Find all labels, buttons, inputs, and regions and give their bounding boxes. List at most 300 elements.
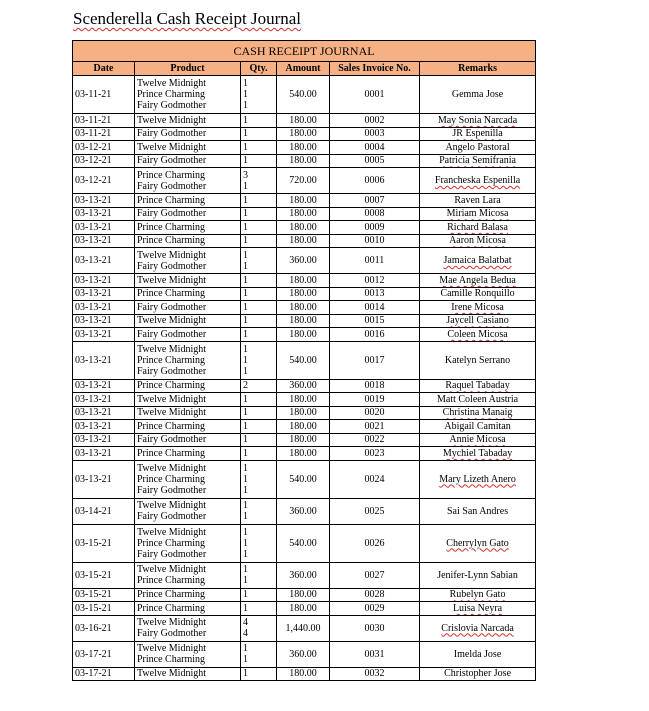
qty-cell: [241, 498, 277, 524]
product-cell: [135, 114, 241, 128]
product-line: Twelve Midnight: [137, 668, 207, 680]
table-row: [73, 420, 536, 434]
product-line: Fairy Godmother: [137, 484, 207, 496]
qty-cell: [241, 314, 277, 328]
product-line: Prince Charming: [137, 380, 206, 392]
amount-cell: 180.00: [277, 602, 330, 616]
invoice-cell: 0026: [330, 524, 420, 562]
remarks-cell: [420, 194, 536, 208]
product-line: Twelve Midnight: [137, 393, 207, 405]
remarks-cell: [420, 379, 536, 393]
qty-line: 1: [243, 462, 248, 474]
remarks-cell: [420, 127, 536, 141]
invoice-cell: 0014: [330, 301, 420, 315]
product-line: Twelve Midnight: [137, 249, 207, 261]
table-row: [73, 433, 536, 447]
product-cell: [135, 154, 241, 168]
qty-line: 4: [243, 617, 248, 628]
remarks-text: Miriam Micosa: [446, 208, 509, 220]
amount-cell: 360.00: [277, 248, 330, 274]
col-product-header: Product: [135, 62, 241, 76]
qty-cell: [241, 447, 277, 461]
table-row: [73, 168, 536, 194]
amount-cell: 180.00: [277, 328, 330, 342]
product-line: Prince Charming: [137, 235, 206, 247]
col-invoice-header: Sales Invoice No.: [330, 62, 420, 76]
remarks-cell: [420, 141, 536, 155]
remarks-cell: [420, 168, 536, 194]
remarks-text: Cherrylyn Gato: [446, 537, 509, 549]
product-cell: [135, 328, 241, 342]
date-cell: 03-13-21: [73, 221, 135, 235]
product-cell: [135, 460, 241, 498]
amount-cell: 180.00: [277, 667, 330, 681]
product-cell: [135, 76, 241, 114]
date-cell: 03-13-21: [73, 341, 135, 379]
invoice-cell: 0030: [330, 615, 420, 641]
date-cell: 03-15-21: [73, 562, 135, 588]
table-row: [73, 641, 536, 667]
remarks-text: Mary Lizeth Anero: [439, 473, 516, 485]
invoice-cell: 0006: [330, 168, 420, 194]
date-cell: 03-17-21: [73, 667, 135, 681]
table-row: [73, 379, 536, 393]
qty-cell: [241, 562, 277, 588]
product-cell: [135, 498, 241, 524]
remarks-cell: [420, 498, 536, 524]
remarks-text: Angelo Pastoral: [445, 141, 510, 153]
qty-line: 4: [243, 628, 248, 639]
invoice-cell: 0019: [330, 393, 420, 407]
product-line: Fairy Godmother: [137, 511, 207, 522]
product-cell: [135, 274, 241, 288]
qty-cell: [241, 602, 277, 616]
product-line: Fairy Godmother: [137, 328, 207, 340]
table-row: [73, 301, 536, 315]
remarks-text: Richard Balasa: [447, 221, 508, 233]
invoice-cell: 0027: [330, 562, 420, 588]
qty-cell: [241, 393, 277, 407]
qty-line: 1: [243, 155, 248, 167]
qty-line: 1: [243, 575, 248, 586]
table-row: [73, 287, 536, 301]
date-cell: 03-13-21: [73, 194, 135, 208]
col-qty-header: Qty.: [241, 62, 277, 76]
product-line: Fairy Godmother: [137, 100, 207, 111]
product-cell: [135, 287, 241, 301]
table-row: [73, 615, 536, 641]
invoice-cell: 0022: [330, 433, 420, 447]
qty-cell: [241, 341, 277, 379]
invoice-cell: 0005: [330, 154, 420, 168]
amount-cell: 180.00: [277, 420, 330, 434]
invoice-cell: 0008: [330, 207, 420, 221]
product-line: Twelve Midnight: [137, 643, 207, 654]
amount-cell: 180.00: [277, 194, 330, 208]
remarks-cell: [420, 433, 536, 447]
qty-line: 1: [243, 128, 248, 140]
remarks-cell: [420, 602, 536, 616]
qty-line: 1: [243, 288, 248, 300]
product-line: Fairy Godmother: [137, 434, 207, 446]
product-cell: [135, 127, 241, 141]
amount-cell: 360.00: [277, 498, 330, 524]
remarks-text: Jenifer-Lynn Sabian: [437, 569, 518, 581]
remarks-cell: [420, 615, 536, 641]
remarks-text: Aaron Micosa: [449, 235, 506, 247]
remarks-text: Crislovia Narcada: [441, 622, 514, 634]
qty-cell: [241, 379, 277, 393]
qty-line: 1: [243, 548, 248, 560]
invoice-cell: 0032: [330, 667, 420, 681]
remarks-text: Jaycell Casiano: [446, 315, 509, 327]
qty-line: 1: [243, 141, 248, 153]
product-line: Fairy Godmother: [137, 155, 207, 167]
remarks-text: Katelyn Serrano: [444, 354, 511, 366]
amount-cell: 360.00: [277, 562, 330, 588]
qty-line: 1: [243, 328, 248, 340]
product-line: Fairy Godmother: [137, 260, 207, 272]
remarks-text: Patricia Semifrania: [439, 155, 516, 167]
qty-line: 1: [243, 511, 248, 522]
qty-line: 1: [243, 78, 248, 89]
qty-line: 1: [243, 484, 248, 496]
date-cell: 03-11-21: [73, 114, 135, 128]
qty-line: 1: [243, 564, 248, 575]
amount-cell: 180.00: [277, 287, 330, 301]
product-line: Twelve Midnight: [137, 141, 207, 153]
qty-line: 1: [243, 89, 248, 100]
qty-line: 1: [243, 537, 248, 549]
product-cell: [135, 341, 241, 379]
product-line: Prince Charming: [137, 169, 206, 181]
amount-cell: 180.00: [277, 141, 330, 155]
table-row: [73, 141, 536, 155]
product-line: Fairy Godmother: [137, 180, 207, 192]
table-row: [73, 667, 536, 681]
qty-cell: [241, 641, 277, 667]
date-cell: 03-13-21: [73, 314, 135, 328]
amount-cell: 540.00: [277, 524, 330, 562]
date-cell: 03-13-21: [73, 433, 135, 447]
amount-cell: 180.00: [277, 234, 330, 248]
product-line: Prince Charming: [137, 221, 206, 233]
qty-line: 1: [243, 447, 248, 459]
table-row: [73, 76, 536, 114]
remarks-text: May Sonia Narcada: [437, 114, 518, 126]
remarks-text: Christina Manaig: [442, 407, 513, 419]
product-cell: [135, 379, 241, 393]
product-line: Prince Charming: [137, 354, 206, 366]
amount-cell: 180.00: [277, 314, 330, 328]
remarks-text: Raven Lara: [454, 194, 501, 206]
date-cell: 03-13-21: [73, 234, 135, 248]
amount-cell: 180.00: [277, 221, 330, 235]
product-line: Twelve Midnight: [137, 78, 207, 89]
remarks-cell: [420, 76, 536, 114]
remarks-cell: [420, 154, 536, 168]
amount-cell: 180.00: [277, 274, 330, 288]
invoice-cell: 0028: [330, 588, 420, 602]
invoice-cell: 0016: [330, 328, 420, 342]
journal-banner: CASH RECEIPT JOURNAL: [73, 41, 536, 62]
remarks-text: Francheska Espenilla: [434, 175, 521, 186]
qty-cell: [241, 114, 277, 128]
product-cell: [135, 221, 241, 235]
remarks-cell: [420, 667, 536, 681]
amount-cell: 180.00: [277, 154, 330, 168]
document-title-text: Scenderella Cash Receipt Journal: [73, 9, 302, 28]
remarks-text: Abigail Camitan: [444, 420, 511, 432]
product-line: Prince Charming: [137, 654, 206, 665]
product-line: Twelve Midnight: [137, 617, 207, 628]
product-cell: [135, 562, 241, 588]
qty-cell: [241, 141, 277, 155]
remarks-cell: [420, 420, 536, 434]
remarks-text: Imelda Jose: [453, 648, 502, 660]
amount-cell: 180.00: [277, 207, 330, 221]
product-cell: [135, 194, 241, 208]
product-line: Prince Charming: [137, 575, 206, 586]
product-line: Fairy Godmother: [137, 628, 207, 639]
qty-line: 1: [243, 301, 248, 313]
qty-line: 1: [243, 354, 248, 366]
table-row: [73, 154, 536, 168]
table-row: [73, 314, 536, 328]
product-line: Prince Charming: [137, 89, 206, 100]
table-row: [73, 221, 536, 235]
product-cell: [135, 433, 241, 447]
table-row: [73, 562, 536, 588]
date-cell: 03-13-21: [73, 248, 135, 274]
invoice-cell: 0025: [330, 498, 420, 524]
date-cell: 03-11-21: [73, 127, 135, 141]
qty-cell: [241, 524, 277, 562]
qty-line: 1: [243, 643, 248, 654]
date-cell: 03-17-21: [73, 641, 135, 667]
date-cell: 03-12-21: [73, 141, 135, 155]
invoice-cell: 0007: [330, 194, 420, 208]
product-line: Twelve Midnight: [137, 407, 207, 419]
qty-line: 1: [243, 393, 248, 405]
amount-cell: 180.00: [277, 447, 330, 461]
qty-line: 1: [243, 602, 248, 614]
qty-line: 1: [243, 235, 248, 247]
product-line: Prince Charming: [137, 288, 206, 300]
amount-cell: 180.00: [277, 588, 330, 602]
invoice-cell: 0001: [330, 76, 420, 114]
product-cell: [135, 248, 241, 274]
product-cell: [135, 141, 241, 155]
qty-line: 1: [243, 407, 248, 419]
col-date-header: Date: [73, 62, 135, 76]
product-line: Prince Charming: [137, 420, 206, 432]
product-line: Twelve Midnight: [137, 462, 207, 474]
date-cell: 03-15-21: [73, 588, 135, 602]
date-cell: 03-13-21: [73, 328, 135, 342]
remarks-cell: [420, 114, 536, 128]
amount-cell: 180.00: [277, 406, 330, 420]
qty-line: 1: [243, 526, 248, 538]
amount-cell: 180.00: [277, 114, 330, 128]
remarks-text: Luisa Neyra: [452, 602, 503, 614]
amount-cell: 720.00: [277, 168, 330, 194]
qty-line: 1: [243, 500, 248, 511]
remarks-text: Christopher Jose: [444, 668, 512, 680]
invoice-cell: 0012: [330, 274, 420, 288]
remarks-cell: [420, 447, 536, 461]
product-line: Fairy Godmother: [137, 548, 207, 560]
cash-receipt-journal-table: [72, 40, 536, 681]
table-row: [73, 602, 536, 616]
date-cell: 03-13-21: [73, 301, 135, 315]
qty-line: 2: [243, 380, 248, 392]
product-line: Prince Charming: [137, 589, 206, 601]
product-cell: [135, 615, 241, 641]
qty-cell: [241, 287, 277, 301]
date-cell: 03-13-21: [73, 406, 135, 420]
col-amount-header: Amount: [277, 62, 330, 76]
qty-cell: [241, 588, 277, 602]
product-line: Twelve Midnight: [137, 564, 207, 575]
date-cell: 03-15-21: [73, 524, 135, 562]
table-row: [73, 127, 536, 141]
remarks-cell: [420, 248, 536, 274]
remarks-text: Raquel Tabaday: [445, 380, 510, 392]
invoice-cell: 0024: [330, 460, 420, 498]
table-row: [73, 341, 536, 379]
product-cell: [135, 393, 241, 407]
remarks-text: Annie Micosa: [449, 434, 506, 446]
table-row: [73, 498, 536, 524]
qty-line: 1: [243, 180, 248, 192]
qty-line: 1: [243, 221, 248, 233]
table-row: [73, 447, 536, 461]
date-cell: 03-13-21: [73, 460, 135, 498]
amount-cell: 360.00: [277, 379, 330, 393]
product-cell: [135, 641, 241, 667]
product-cell: [135, 420, 241, 434]
amount-cell: 180.00: [277, 301, 330, 315]
remarks-cell: [420, 207, 536, 221]
journal-body: [73, 76, 536, 681]
remarks-text: Mae Angela Bedua: [439, 274, 516, 286]
amount-cell: 180.00: [277, 393, 330, 407]
qty-cell: [241, 76, 277, 114]
product-line: Fairy Godmother: [137, 128, 207, 140]
document-title: [73, 9, 301, 29]
table-row: [73, 274, 536, 288]
date-cell: 03-13-21: [73, 207, 135, 221]
product-line: Twelve Midnight: [137, 526, 207, 538]
table-row: [73, 248, 536, 274]
product-line: Twelve Midnight: [137, 315, 207, 327]
product-line: Twelve Midnight: [137, 500, 207, 511]
qty-line: 1: [243, 100, 248, 111]
qty-line: 1: [243, 365, 248, 377]
date-cell: 03-14-21: [73, 498, 135, 524]
invoice-cell: 0010: [330, 234, 420, 248]
qty-cell: [241, 127, 277, 141]
remarks-text: Mychiel Tabaday: [442, 447, 513, 459]
remarks-cell: [420, 301, 536, 315]
date-cell: 03-13-21: [73, 287, 135, 301]
invoice-cell: 0020: [330, 406, 420, 420]
qty-cell: [241, 460, 277, 498]
qty-cell: [241, 406, 277, 420]
amount-cell: 180.00: [277, 433, 330, 447]
product-cell: [135, 524, 241, 562]
invoice-cell: 0031: [330, 641, 420, 667]
product-line: Fairy Godmother: [137, 365, 207, 377]
product-line: Twelve Midnight: [137, 114, 207, 126]
qty-line: 1: [243, 114, 248, 126]
product-line: Fairy Godmother: [137, 208, 207, 220]
date-cell: 03-15-21: [73, 602, 135, 616]
amount-cell: 540.00: [277, 460, 330, 498]
qty-line: 1: [243, 343, 248, 355]
remarks-cell: [420, 314, 536, 328]
qty-cell: [241, 301, 277, 315]
date-cell: 03-11-21: [73, 76, 135, 114]
remarks-cell: [420, 460, 536, 498]
qty-cell: [241, 615, 277, 641]
qty-line: 1: [243, 208, 248, 220]
date-cell: 03-13-21: [73, 393, 135, 407]
table-row: [73, 194, 536, 208]
remarks-text: Coleen Micosa: [447, 328, 508, 340]
invoice-cell: 0017: [330, 341, 420, 379]
remarks-text: Jamaica Balatbat: [443, 255, 512, 266]
remarks-cell: [420, 221, 536, 235]
remarks-cell: [420, 234, 536, 248]
qty-cell: [241, 207, 277, 221]
product-line: Prince Charming: [137, 447, 206, 459]
qty-line: 3: [243, 169, 248, 181]
qty-cell: [241, 274, 277, 288]
amount-cell: 180.00: [277, 127, 330, 141]
date-cell: 03-16-21: [73, 615, 135, 641]
date-cell: 03-12-21: [73, 168, 135, 194]
invoice-cell: 0029: [330, 602, 420, 616]
invoice-cell: 0009: [330, 221, 420, 235]
invoice-cell: 0003: [330, 127, 420, 141]
qty-line: 1: [243, 434, 248, 446]
date-cell: 03-13-21: [73, 447, 135, 461]
product-cell: [135, 447, 241, 461]
product-cell: [135, 314, 241, 328]
remarks-cell: [420, 287, 536, 301]
product-line: Prince Charming: [137, 194, 206, 206]
date-cell: 03-12-21: [73, 154, 135, 168]
qty-cell: [241, 154, 277, 168]
remarks-cell: [420, 524, 536, 562]
qty-cell: [241, 221, 277, 235]
invoice-cell: 0002: [330, 114, 420, 128]
amount-cell: 1,440.00: [277, 615, 330, 641]
col-remarks-header: Remarks: [420, 62, 536, 76]
qty-line: 1: [243, 260, 248, 272]
invoice-cell: 0011: [330, 248, 420, 274]
qty-line: 1: [243, 654, 248, 665]
qty-line: 1: [243, 249, 248, 261]
remarks-cell: [420, 406, 536, 420]
qty-line: 1: [243, 194, 248, 206]
date-cell: 03-13-21: [73, 420, 135, 434]
remarks-text: Sai San Andres: [446, 505, 509, 517]
product-line: Fairy Godmother: [137, 301, 207, 313]
amount-cell: 540.00: [277, 341, 330, 379]
